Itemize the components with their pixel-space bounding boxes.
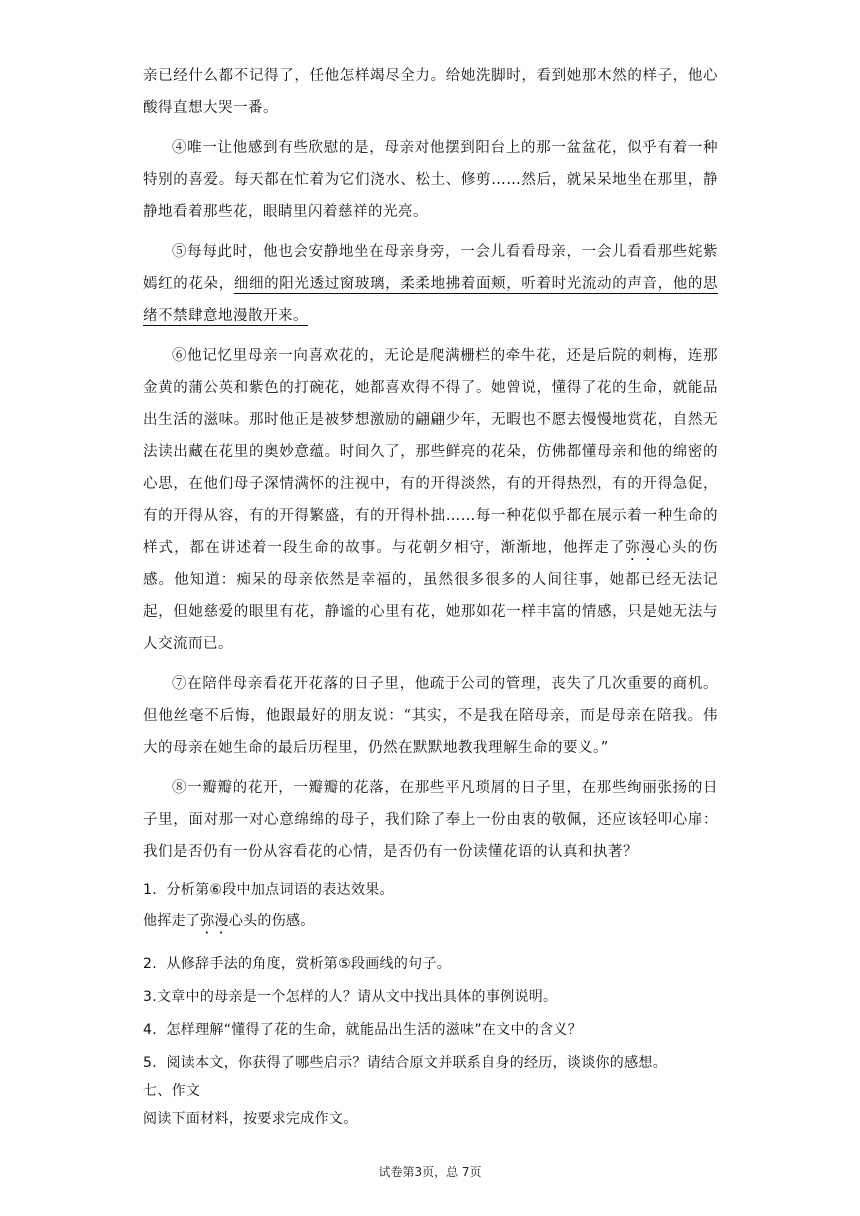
question-5: 5．阅读本文，你获得了哪些启示？请结合原文并联系自身的经历，谈谈你的感想。 <box>143 1055 668 1071</box>
question-3: 3.文章中的母亲是一个怎样的人？请从文中找出具体的事例说明。 <box>143 989 558 1005</box>
paragraph-6-text-b: 心头的伤感。他知道：痴呆的母亲依然是幸福的，虽然很多很多的人间往事，她都已经无法记起，但她慈爱的眼里有花，静谧的心里有花，她那如花一样丰富的情感，只是她无法与人交流而已。 <box>143 540 719 652</box>
question-1-quote-b: 心头的伤感。 <box>228 913 315 929</box>
paragraph-5-text: ⑤每每此时，他也会安静地坐在母亲身旁，一会儿看看母亲，一会儿看看那些姹紫嫣红的花朵， <box>143 244 718 292</box>
question-4: 4．怎样理解“懂得了花的生命，就能品出生活的滋味”在文中的含义？ <box>143 1022 583 1038</box>
section-instruction: 阅读下面材料，按要求完成作文。 <box>143 1111 358 1127</box>
question-1-quote <box>143 911 718 937</box>
question-1-dotted-word: 弥漫 <box>200 913 229 929</box>
question-1-quote-a: 他挥走了 <box>143 913 201 929</box>
dotted-word: 弥漫 <box>625 540 657 556</box>
paragraph-6 <box>143 340 718 660</box>
paragraph-5 <box>143 236 718 332</box>
paragraph-6-text-a: ⑥他记忆里母亲一向喜欢花的，无论是爬满栅栏的牵牛花，还是后院的刺梅，连那金黄的蒲公英和紫色的打碗花，她都喜欢得不得了。她曾说，懂得了花的生命，就能品出生活的滋味。那时他正是被梦想激励的翩翩少年，无暇也不愿去慢慢地赏花，自然无法读出藏在花里的奥妙意蕴。时间久了，那些鲜亮的花朵，仿佛都懂母亲和他的绵密的心思，在他们母子深情满怀的注视中，有的开得淡然，有的开得热烈，有的开得急促，有的开得从容，有的开得繁盛，有的开得朴拙……每一种花似乎都在展示着一种生命的样式，都在讲述着一段生命的故事。与花朝夕相守，渐渐地，他挥走了 <box>143 348 718 556</box>
question-2: 2．从修辞手法的角度，赏析第⑤段画线的句子。 <box>143 956 452 972</box>
paragraph-8: ⑧一瓣瓣的花开，一瓣瓣的花落，在那些平凡琐屑的日子里，在那些绚丽张扬的日子里，面对那一对心意绵绵的母子，我们除了奉上一份由衷的敬佩，还应该轻叩心扉：我们是否仍有一份从容看花的心情，是否仍有一份读懂花语的认真和执著？ <box>143 780 718 860</box>
paragraph-4: ④唯一让他感到有些欣慰的是，母亲对他摆到阳台上的那一盆盆花，似乎有着一种特别的喜爱。每天都在忙着为它们浇水、松土、修剪……然后，就呆呆地坐在那里，静静地看着那些花，眼睛里闪着慈祥的光亮。 <box>143 140 718 220</box>
question-1: 1．分析第⑥段中加点词语的表达效果。 <box>143 882 394 898</box>
document-page <box>143 60 718 1129</box>
section-title: 七、作文 <box>143 1083 201 1099</box>
paragraph-7: ⑦在陪伴母亲看花开花落的日子里，他疏于公司的管理，丧失了几次重要的商机。但他丝毫不后悔，他跟最好的朋友说：“其实，不是我在陪母亲，而是母亲在陪我。伟大的母亲在她生命的最后历程里，仍然在默默地教我理解生命的要义。” <box>143 676 718 756</box>
underlined-sentence: 细细的阳光透过窗玻璃，柔柔地拂着面颊，听着时光流动的声音，他的思绪不禁肆意地漫散开来。 <box>143 276 718 324</box>
page-footer: 试卷第3页，总 7页 <box>378 1165 482 1179</box>
paragraph-3-end: 亲已经什么都不记得了，任他怎样竭尽全力。给她洗脚时，看到她那木然的样子，他心酸得直想大哭一番。 <box>143 68 718 116</box>
